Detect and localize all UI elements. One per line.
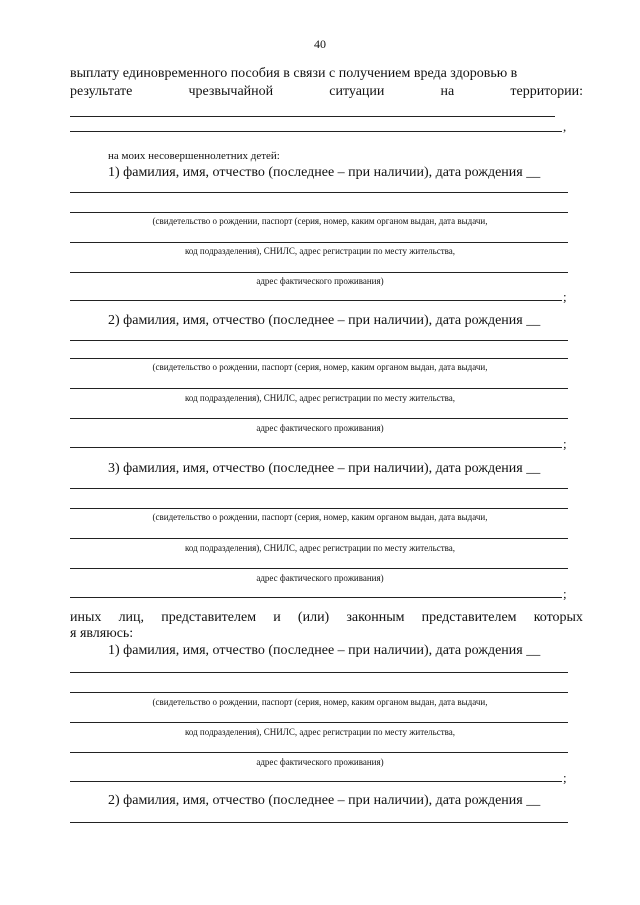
child-3-snils-caption: код подразделения), СНИЛС, адрес регистрации по месту жительства, <box>184 543 456 553</box>
others-word: и <box>273 610 281 625</box>
child-3-final-line[interactable] <box>70 597 562 598</box>
child-3-address-caption: адрес фактического проживания) <box>256 573 384 583</box>
territory-blank-line-2[interactable] <box>70 131 562 132</box>
other-1-address-caption: адрес фактического проживания) <box>256 757 384 767</box>
child-1-snils-caption: код подразделения), СНИЛС, адрес регистрации по месту жительства, <box>184 246 456 256</box>
other-1-cert-caption: (свидетельство о рождении, паспорт (серия, номер, каким органом выдан, дата выдачи, <box>152 697 488 707</box>
other-1-snils-line[interactable] <box>70 722 568 723</box>
others-word: лиц, <box>118 610 145 625</box>
children-heading: на моих несовершеннолетних детей: <box>108 150 280 162</box>
child-2-address-caption: адрес фактического проживания) <box>256 423 384 433</box>
other-1-address-line[interactable] <box>70 752 568 753</box>
territory-comma: , <box>563 119 567 134</box>
intro-word: ситуации <box>329 84 385 99</box>
child-3-cert-line[interactable] <box>70 508 568 509</box>
intro-line-2 <box>70 84 583 100</box>
child-3-snils-line[interactable] <box>70 538 568 539</box>
other-2-label: 2) фамилия, имя, отчество (последнее – при наличии), дата рождения __ <box>108 793 541 808</box>
intro-word: чрезвычайной <box>188 84 274 99</box>
child-2-cert-line[interactable] <box>70 358 568 359</box>
intro-word: территории: <box>510 84 583 99</box>
others-word: иных <box>70 610 102 625</box>
other-1-label: 1) фамилия, имя, отчество (последнее – при наличии), дата рождения __ <box>108 643 541 658</box>
others-word: законным <box>346 610 405 625</box>
others-word: представителем <box>421 610 517 625</box>
other-1-final-line[interactable] <box>70 781 562 782</box>
territory-blank-line-1[interactable] <box>70 116 555 117</box>
other-1-snils-caption: код подразделения), СНИЛС, адрес регистрации по месту жительства, <box>184 727 456 737</box>
child-2-cert-caption: (свидетельство о рождении, паспорт (серия, номер, каким органом выдан, дата выдачи, <box>152 362 488 372</box>
child-2-label: 2) фамилия, имя, отчество (последнее – при наличии), дата рождения __ <box>108 313 541 328</box>
child-1-final-line[interactable] <box>70 300 562 301</box>
child-2-snils-line[interactable] <box>70 388 568 389</box>
child-1-cert-line[interactable] <box>70 212 568 213</box>
others-heading-line-2: я являюсь: <box>70 626 134 641</box>
child-1-cert-caption: (свидетельство о рождении, паспорт (серия, номер, каким органом выдан, дата выдачи, <box>152 216 488 226</box>
child-2-final-line[interactable] <box>70 447 562 448</box>
child-3-address-line[interactable] <box>70 568 568 569</box>
intro-word: результате <box>70 84 133 99</box>
child-1-address-caption: адрес фактического проживания) <box>256 276 384 286</box>
other-2-name-line[interactable] <box>70 822 568 823</box>
child-3-semicolon: ; <box>563 586 567 601</box>
intro-word: на <box>440 84 455 99</box>
page-number: 40 <box>314 37 326 51</box>
child-2-name-line[interactable] <box>70 340 568 341</box>
child-2-semicolon: ; <box>563 436 567 451</box>
intro-line-1: выплату единовременного пособия в связи с получением вреда здоровью в <box>70 66 518 81</box>
child-3-cert-caption: (свидетельство о рождении, паспорт (серия, номер, каким органом выдан, дата выдачи, <box>152 512 488 522</box>
others-word: представителем <box>161 610 257 625</box>
child-1-label: 1) фамилия, имя, отчество (последнее – при наличии), дата рождения __ <box>108 165 541 180</box>
other-1-cert-line[interactable] <box>70 692 568 693</box>
child-1-name-line[interactable] <box>70 192 568 193</box>
others-heading-line-1 <box>70 610 583 626</box>
child-1-snils-line[interactable] <box>70 242 568 243</box>
others-word: которых <box>533 610 583 625</box>
child-2-snils-caption: код подразделения), СНИЛС, адрес регистрации по месту жительства, <box>184 393 456 403</box>
other-1-name-line[interactable] <box>70 672 568 673</box>
child-3-label: 3) фамилия, имя, отчество (последнее – при наличии), дата рождения __ <box>108 461 541 476</box>
child-1-semicolon: ; <box>563 289 567 304</box>
others-word: (или) <box>297 610 330 625</box>
child-3-name-line[interactable] <box>70 488 568 489</box>
child-2-address-line[interactable] <box>70 418 568 419</box>
other-1-semicolon: ; <box>563 770 567 785</box>
child-1-address-line[interactable] <box>70 272 568 273</box>
